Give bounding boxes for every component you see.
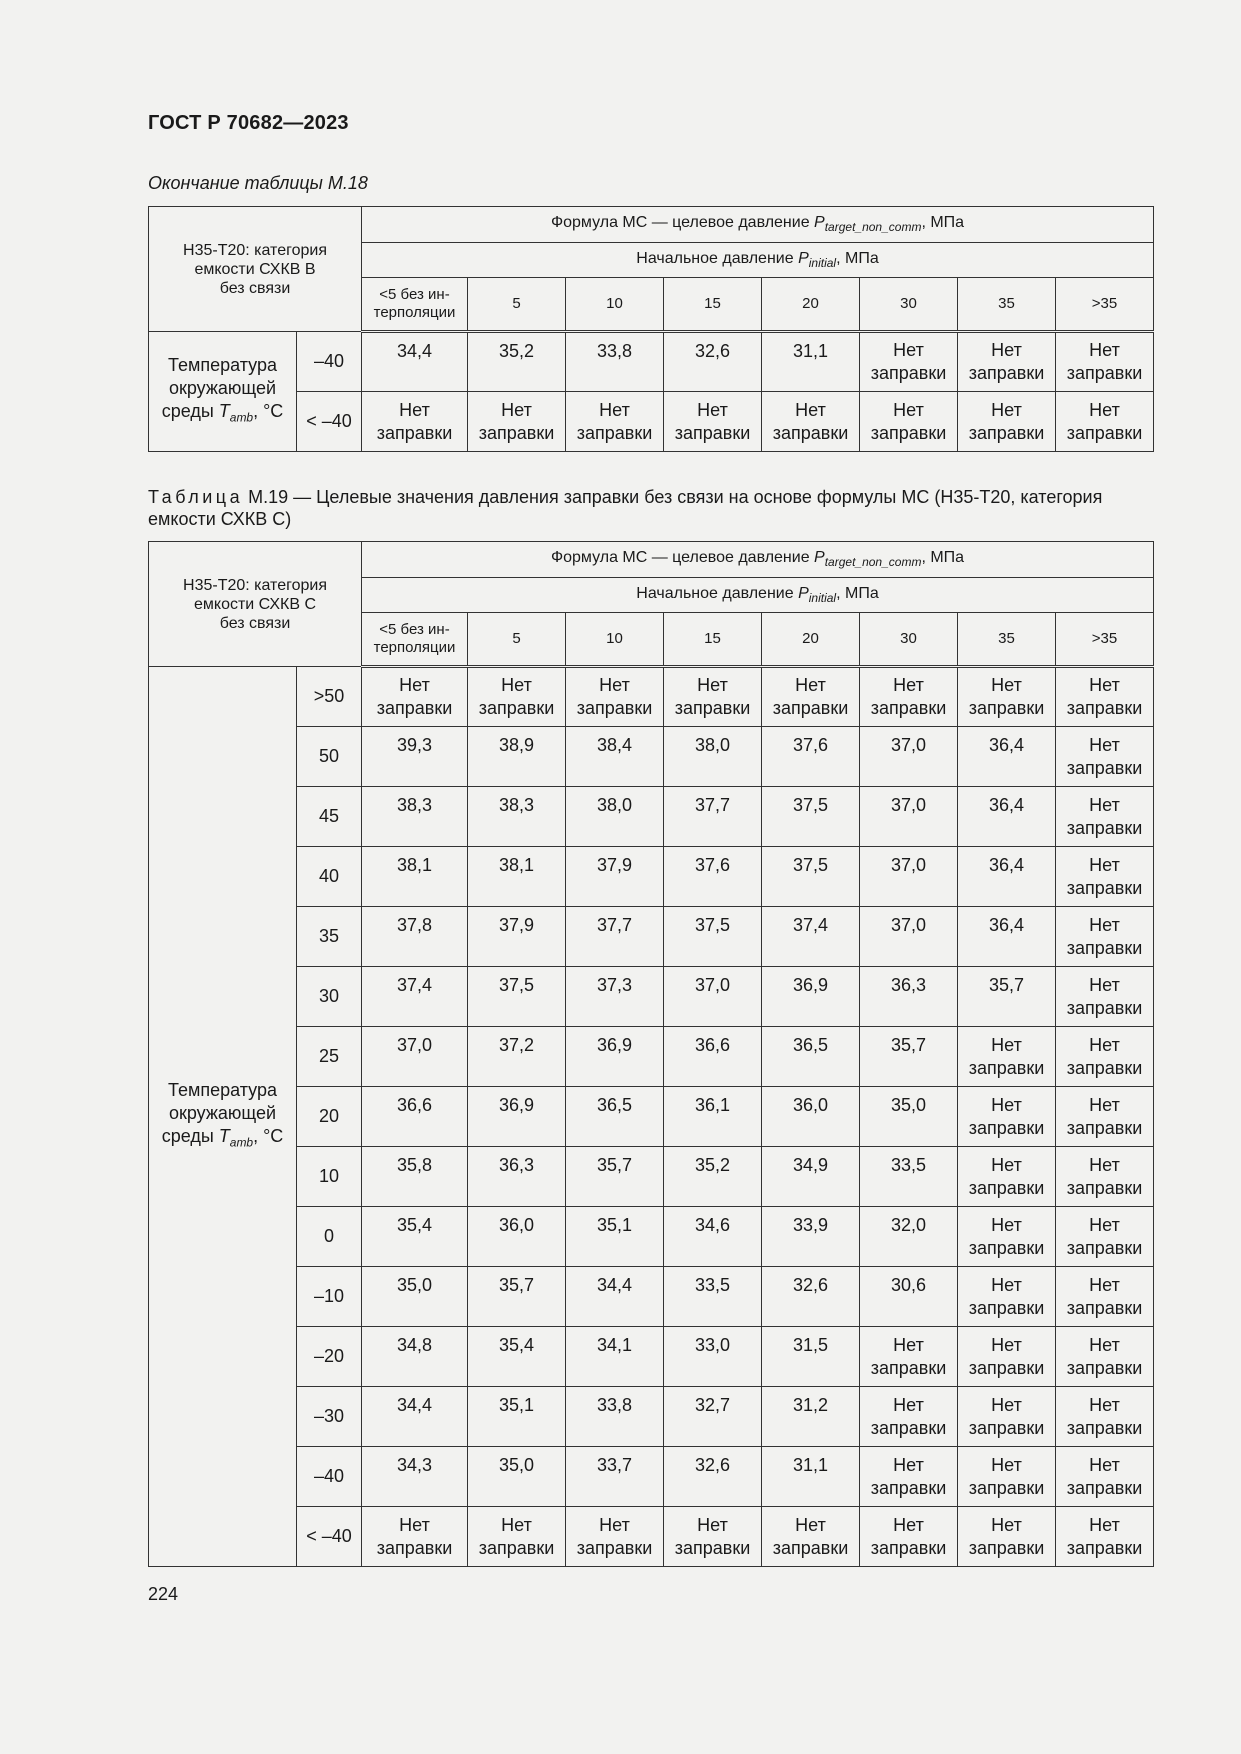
pressure-value-cell: 36,6 — [362, 1087, 468, 1147]
no-refuel-cell: Нет заправки — [566, 667, 664, 727]
temperature-cell: –20 — [297, 1327, 362, 1387]
temperature-cell: >50 — [297, 667, 362, 727]
initial-pressure-header-text: Начальное давление — [636, 249, 799, 267]
pressure-value-cell: 34,1 — [566, 1327, 664, 1387]
table-continuation-caption: Окончание таблицы М.18 — [148, 173, 368, 193]
pressure-value-cell: 37,3 — [566, 967, 664, 1027]
pressure-value-cell: 32,7 — [664, 1387, 762, 1447]
ambient-temperature-label — [149, 667, 297, 1567]
row-label-line: Температура — [167, 354, 278, 375]
column-header-label: 20 — [802, 630, 819, 647]
formula-header-text: Формула МС — целевое давление — [550, 214, 815, 232]
table-row — [149, 332, 1154, 392]
pressure-value-cell: 33,9 — [762, 1207, 860, 1267]
pressure-value-cell: 36,3 — [468, 1147, 566, 1207]
no-refuel-cell: Нет заправки — [860, 1507, 958, 1567]
stub-header — [149, 207, 362, 332]
pressure-value-cell: 38,4 — [566, 727, 664, 787]
pressure-value-cell: 38,0 — [664, 727, 762, 787]
no-refuel-cell: Нет заправки — [1056, 907, 1154, 967]
row-label-symbol: T — [218, 400, 230, 421]
no-refuel-cell: Нет заправки — [1056, 1027, 1154, 1087]
column-header — [762, 613, 860, 667]
pressure-value-cell: 37,5 — [468, 967, 566, 1027]
column-header-label: 30 — [900, 630, 917, 647]
no-refuel-cell: Нет заправки — [468, 392, 566, 452]
no-refuel-cell: Нет заправки — [958, 392, 1056, 452]
pressure-value-cell: 37,2 — [468, 1027, 566, 1087]
stub-header-line: Н35-Т20: категория — [183, 241, 327, 259]
column-header — [468, 613, 566, 667]
table-row — [149, 1207, 1154, 1267]
temperature-cell: 10 — [297, 1147, 362, 1207]
temperature-cell: 35 — [297, 907, 362, 967]
pressure-value-cell: 35,7 — [860, 1027, 958, 1087]
pressure-value-cell: 36,4 — [958, 907, 1056, 967]
column-header — [958, 278, 1056, 332]
pressure-value-cell: 36,9 — [468, 1087, 566, 1147]
temperature-cell: 40 — [297, 847, 362, 907]
pressure-value-cell: 37,0 — [860, 787, 958, 847]
pressure-value-cell: 32,6 — [664, 332, 762, 392]
pressure-value-cell: 33,8 — [566, 332, 664, 392]
pressure-value-cell: 33,7 — [566, 1447, 664, 1507]
row-label-symbol: T — [218, 1125, 230, 1146]
no-refuel-cell: Нет заправки — [958, 667, 1056, 727]
no-refuel-cell: Нет заправки — [958, 1087, 1056, 1147]
no-refuel-cell: Нет заправки — [1056, 1207, 1154, 1267]
temperature-cell: < –40 — [297, 1507, 362, 1567]
pressure-value-cell: 37,4 — [362, 967, 468, 1027]
column-header-label: 10 — [606, 295, 623, 312]
initial-pressure-header-symbol: P — [798, 584, 809, 602]
pressure-value-cell: 34,8 — [362, 1327, 468, 1387]
stub-header-line: емкости СХКВ В — [194, 260, 316, 278]
pressure-value-cell: 34,4 — [362, 332, 468, 392]
pressure-value-cell: 34,6 — [664, 1207, 762, 1267]
column-header — [1056, 613, 1154, 667]
pressure-value-cell: 33,5 — [664, 1267, 762, 1327]
no-refuel-cell: Нет заправки — [958, 1387, 1056, 1447]
pressure-value-cell: 34,4 — [566, 1267, 664, 1327]
no-refuel-cell: Нет заправки — [860, 667, 958, 727]
pressure-value-cell: 37,4 — [762, 907, 860, 967]
pressure-value-cell: 38,1 — [362, 847, 468, 907]
column-header — [664, 613, 762, 667]
column-header — [566, 613, 664, 667]
pressure-value-cell: 37,0 — [860, 727, 958, 787]
pressure-value-cell: 38,3 — [362, 787, 468, 847]
column-header — [362, 278, 468, 332]
formula-header-unit: , МПа — [921, 549, 965, 567]
pressure-value-cell: 37,7 — [566, 907, 664, 967]
formula-header-symbol: P — [814, 214, 825, 232]
pressure-value-cell: 32,6 — [664, 1447, 762, 1507]
table-row — [149, 1087, 1154, 1147]
pressure-value-cell: 35,7 — [566, 1147, 664, 1207]
temperature-cell: 0 — [297, 1207, 362, 1267]
temperature-cell: –10 — [297, 1267, 362, 1327]
column-header — [664, 278, 762, 332]
no-refuel-cell: Нет заправки — [362, 392, 468, 452]
no-refuel-cell: Нет заправки — [1056, 847, 1154, 907]
row-label-subscript: amb — [229, 410, 254, 425]
no-refuel-cell: Нет заправки — [958, 1147, 1056, 1207]
row-label-line: среды — [161, 400, 219, 421]
no-refuel-cell: Нет заправки — [958, 1027, 1056, 1087]
pressure-value-cell: 31,2 — [762, 1387, 860, 1447]
pressure-value-cell: 34,9 — [762, 1147, 860, 1207]
pressure-value-cell: 36,4 — [958, 787, 1056, 847]
header-row — [149, 542, 1154, 578]
pressure-value-cell: 37,6 — [762, 727, 860, 787]
no-refuel-cell: Нет заправки — [958, 1207, 1056, 1267]
table-row — [149, 667, 1154, 727]
no-refuel-cell: Нет заправки — [860, 392, 958, 452]
pressure-value-cell: 38,1 — [468, 847, 566, 907]
temperature-cell: 20 — [297, 1087, 362, 1147]
pressure-value-cell: 37,5 — [664, 907, 762, 967]
pressure-value-cell: 36,5 — [762, 1027, 860, 1087]
no-refuel-cell: Нет заправки — [958, 1447, 1056, 1507]
pressure-value-cell: 36,4 — [958, 847, 1056, 907]
pressure-value-cell: 35,2 — [468, 332, 566, 392]
pressure-value-cell: 35,4 — [362, 1207, 468, 1267]
pressure-value-cell: 36,6 — [664, 1027, 762, 1087]
pressure-value-cell: 38,9 — [468, 727, 566, 787]
no-refuel-cell: Нет заправки — [468, 1507, 566, 1567]
pressure-value-cell: 38,0 — [566, 787, 664, 847]
pressure-value-cell: 35,8 — [362, 1147, 468, 1207]
formula-header-subscript: target_non_comm — [824, 220, 922, 235]
pressure-value-cell: 37,0 — [664, 967, 762, 1027]
no-refuel-cell: Нет заправки — [1056, 1147, 1154, 1207]
temperature-cell: 30 — [297, 967, 362, 1027]
pressure-value-cell: 31,1 — [762, 1447, 860, 1507]
table-row — [149, 392, 1154, 452]
table-row — [149, 727, 1154, 787]
table-row — [149, 1027, 1154, 1087]
pressure-value-cell: 31,1 — [762, 332, 860, 392]
pressure-value-cell: 33,0 — [664, 1327, 762, 1387]
pressure-value-cell: 37,5 — [762, 847, 860, 907]
column-header — [860, 278, 958, 332]
pressure-value-cell: 36,0 — [762, 1087, 860, 1147]
stub-header — [149, 542, 362, 667]
column-header-label: 30 — [900, 295, 917, 312]
initial-pressure-header — [362, 243, 1154, 278]
no-refuel-cell: Нет заправки — [762, 1507, 860, 1567]
pressure-value-cell: 37,6 — [664, 847, 762, 907]
table-row — [149, 787, 1154, 847]
pressure-value-cell: 35,7 — [468, 1267, 566, 1327]
pressure-value-cell: 36,1 — [664, 1087, 762, 1147]
table-row — [149, 907, 1154, 967]
pressure-value-cell: 33,8 — [566, 1387, 664, 1447]
no-refuel-cell: Нет заправки — [566, 392, 664, 452]
row-label-unit: , °С — [253, 1125, 284, 1146]
pressure-value-cell: 35,0 — [362, 1267, 468, 1327]
row-label-subscript: amb — [229, 1135, 254, 1150]
pressure-value-cell: 32,0 — [860, 1207, 958, 1267]
table-row — [149, 847, 1154, 907]
pressure-value-cell: 36,5 — [566, 1087, 664, 1147]
table-row — [149, 1147, 1154, 1207]
pressure-value-cell: 36,0 — [468, 1207, 566, 1267]
standard-title: ГОСТ Р 70682—2023 — [148, 112, 349, 134]
no-refuel-cell: Нет заправки — [860, 1447, 958, 1507]
no-refuel-cell: Нет заправки — [362, 1507, 468, 1567]
pressure-value-cell: 37,9 — [468, 907, 566, 967]
pressure-value-cell: 37,0 — [860, 907, 958, 967]
pressure-value-cell: 35,0 — [860, 1087, 958, 1147]
pressure-value-cell: 37,8 — [362, 907, 468, 967]
formula-header-subscript: target_non_comm — [824, 555, 922, 570]
initial-pressure-header-symbol: P — [798, 249, 809, 267]
column-header-label: 10 — [606, 630, 623, 647]
column-header-label: 5 — [512, 295, 521, 312]
column-header-line: <5 без ин- — [379, 621, 450, 638]
pressure-value-cell: 35,0 — [468, 1447, 566, 1507]
temperature-cell: 45 — [297, 787, 362, 847]
formula-header-text: Формула МС — целевое давление — [550, 549, 815, 567]
formula-header — [362, 542, 1154, 578]
column-header-label: 20 — [802, 295, 819, 312]
column-header — [468, 278, 566, 332]
no-refuel-cell: Нет заправки — [1056, 1507, 1154, 1567]
temperature-cell: –40 — [297, 332, 362, 392]
temperature-cell: –30 — [297, 1387, 362, 1447]
no-refuel-cell: Нет заправки — [664, 667, 762, 727]
table-row — [149, 1327, 1154, 1387]
no-refuel-cell: Нет заправки — [1056, 1087, 1154, 1147]
pressure-value-cell: 37,0 — [860, 847, 958, 907]
no-refuel-cell: Нет заправки — [468, 667, 566, 727]
pressure-value-cell: 37,5 — [762, 787, 860, 847]
column-header-label: 5 — [512, 630, 521, 647]
initial-pressure-header — [362, 578, 1154, 613]
no-refuel-cell: Нет заправки — [860, 1387, 958, 1447]
ambient-temperature-label — [149, 332, 297, 452]
pressure-value-cell: 35,7 — [958, 967, 1056, 1027]
table-row — [149, 1447, 1154, 1507]
table-row — [149, 1507, 1154, 1567]
pressure-value-cell: 36,4 — [958, 727, 1056, 787]
column-header — [566, 278, 664, 332]
no-refuel-cell: Нет заправки — [664, 392, 762, 452]
initial-pressure-header-text: Начальное давление — [636, 584, 799, 602]
temperature-cell: 25 — [297, 1027, 362, 1087]
pressure-value-cell: 32,6 — [762, 1267, 860, 1327]
temperature-cell: –40 — [297, 1447, 362, 1507]
no-refuel-cell: Нет заправки — [1056, 967, 1154, 1027]
no-refuel-cell: Нет заправки — [1056, 392, 1154, 452]
row-label-line: Температура — [167, 1079, 278, 1100]
no-refuel-cell: Нет заправки — [762, 667, 860, 727]
page-number: 224 — [148, 1584, 179, 1604]
pressure-value-cell: 35,1 — [468, 1387, 566, 1447]
table-row — [149, 967, 1154, 1027]
row-label-unit: , °С — [253, 400, 284, 421]
stub-header-line: без связи — [219, 614, 291, 632]
column-header-label: >35 — [1091, 295, 1118, 312]
pressure-value-cell: 37,9 — [566, 847, 664, 907]
formula-header — [362, 207, 1154, 243]
no-refuel-cell: Нет заправки — [362, 667, 468, 727]
no-refuel-cell: Нет заправки — [1056, 787, 1154, 847]
table-m19 — [148, 541, 1154, 1567]
formula-header-unit: , МПа — [921, 214, 965, 232]
no-refuel-cell: Нет заправки — [566, 1507, 664, 1567]
pressure-value-cell: 37,7 — [664, 787, 762, 847]
temperature-cell: < –40 — [297, 392, 362, 452]
table-row — [149, 1387, 1154, 1447]
column-header — [860, 613, 958, 667]
no-refuel-cell: Нет заправки — [762, 392, 860, 452]
pressure-value-cell: 36,9 — [762, 967, 860, 1027]
no-refuel-cell: Нет заправки — [664, 1507, 762, 1567]
column-header-label: 15 — [704, 295, 721, 312]
column-header-label: 15 — [704, 630, 721, 647]
pressure-value-cell: 34,3 — [362, 1447, 468, 1507]
column-header-label: 35 — [998, 630, 1015, 647]
column-header — [1056, 278, 1154, 332]
pressure-value-cell: 31,5 — [762, 1327, 860, 1387]
column-header-line: терполяции — [373, 639, 456, 656]
no-refuel-cell: Нет заправки — [958, 332, 1056, 392]
pressure-value-cell: 36,3 — [860, 967, 958, 1027]
pressure-value-cell: 35,4 — [468, 1327, 566, 1387]
column-header-label: >35 — [1091, 630, 1118, 647]
pressure-value-cell: 36,9 — [566, 1027, 664, 1087]
initial-pressure-header-unit: , МПа — [836, 584, 879, 602]
temperature-cell: 50 — [297, 727, 362, 787]
column-header — [362, 613, 468, 667]
column-header — [762, 278, 860, 332]
no-refuel-cell: Нет заправки — [860, 1327, 958, 1387]
column-header — [958, 613, 1056, 667]
column-header-line: <5 без ин- — [379, 286, 450, 303]
initial-pressure-header-subscript: initial — [808, 591, 837, 606]
pressure-value-cell: 37,0 — [362, 1027, 468, 1087]
stub-header-line: Н35-Т20: категория — [183, 576, 327, 594]
initial-pressure-header-subscript: initial — [808, 256, 837, 271]
table-m18-end — [148, 206, 1154, 452]
pressure-value-cell: 30,6 — [860, 1267, 958, 1327]
no-refuel-cell: Нет заправки — [1056, 667, 1154, 727]
header-row — [149, 207, 1154, 243]
pressure-value-cell: 35,2 — [664, 1147, 762, 1207]
no-refuel-cell: Нет заправки — [1056, 1327, 1154, 1387]
pressure-value-cell: 34,4 — [362, 1387, 468, 1447]
row-label-line: окружающей — [168, 377, 277, 398]
table-caption-text: М.19 — Целевые значения давления заправки без связи на основе формулы МС (Н35-Т20, категория емкости СХКВ С) — [148, 487, 1103, 529]
pressure-value-cell: 35,1 — [566, 1207, 664, 1267]
stub-header-line: емкости СХКВ С — [193, 595, 316, 613]
table-caption-label: Таблица — [148, 487, 244, 507]
no-refuel-cell: Нет заправки — [958, 1267, 1056, 1327]
formula-header-symbol: P — [814, 549, 825, 567]
stub-header-line: без связи — [219, 279, 291, 297]
no-refuel-cell: Нет заправки — [1056, 1447, 1154, 1507]
initial-pressure-header-unit: , МПа — [836, 249, 879, 267]
row-label-line: окружающей — [168, 1102, 277, 1123]
table-row — [149, 1267, 1154, 1327]
no-refuel-cell: Нет заправки — [1056, 332, 1154, 392]
row-label-line: среды — [161, 1125, 219, 1146]
column-header-label: 35 — [998, 295, 1015, 312]
pressure-value-cell: 38,3 — [468, 787, 566, 847]
pressure-value-cell: 33,5 — [860, 1147, 958, 1207]
no-refuel-cell: Нет заправки — [1056, 1387, 1154, 1447]
no-refuel-cell: Нет заправки — [1056, 1267, 1154, 1327]
table-m19-caption — [148, 486, 1152, 530]
no-refuel-cell: Нет заправки — [860, 332, 958, 392]
no-refuel-cell: Нет заправки — [1056, 727, 1154, 787]
column-header-line: терполяции — [373, 304, 456, 321]
no-refuel-cell: Нет заправки — [958, 1507, 1056, 1567]
no-refuel-cell: Нет заправки — [958, 1327, 1056, 1387]
pressure-value-cell: 39,3 — [362, 727, 468, 787]
